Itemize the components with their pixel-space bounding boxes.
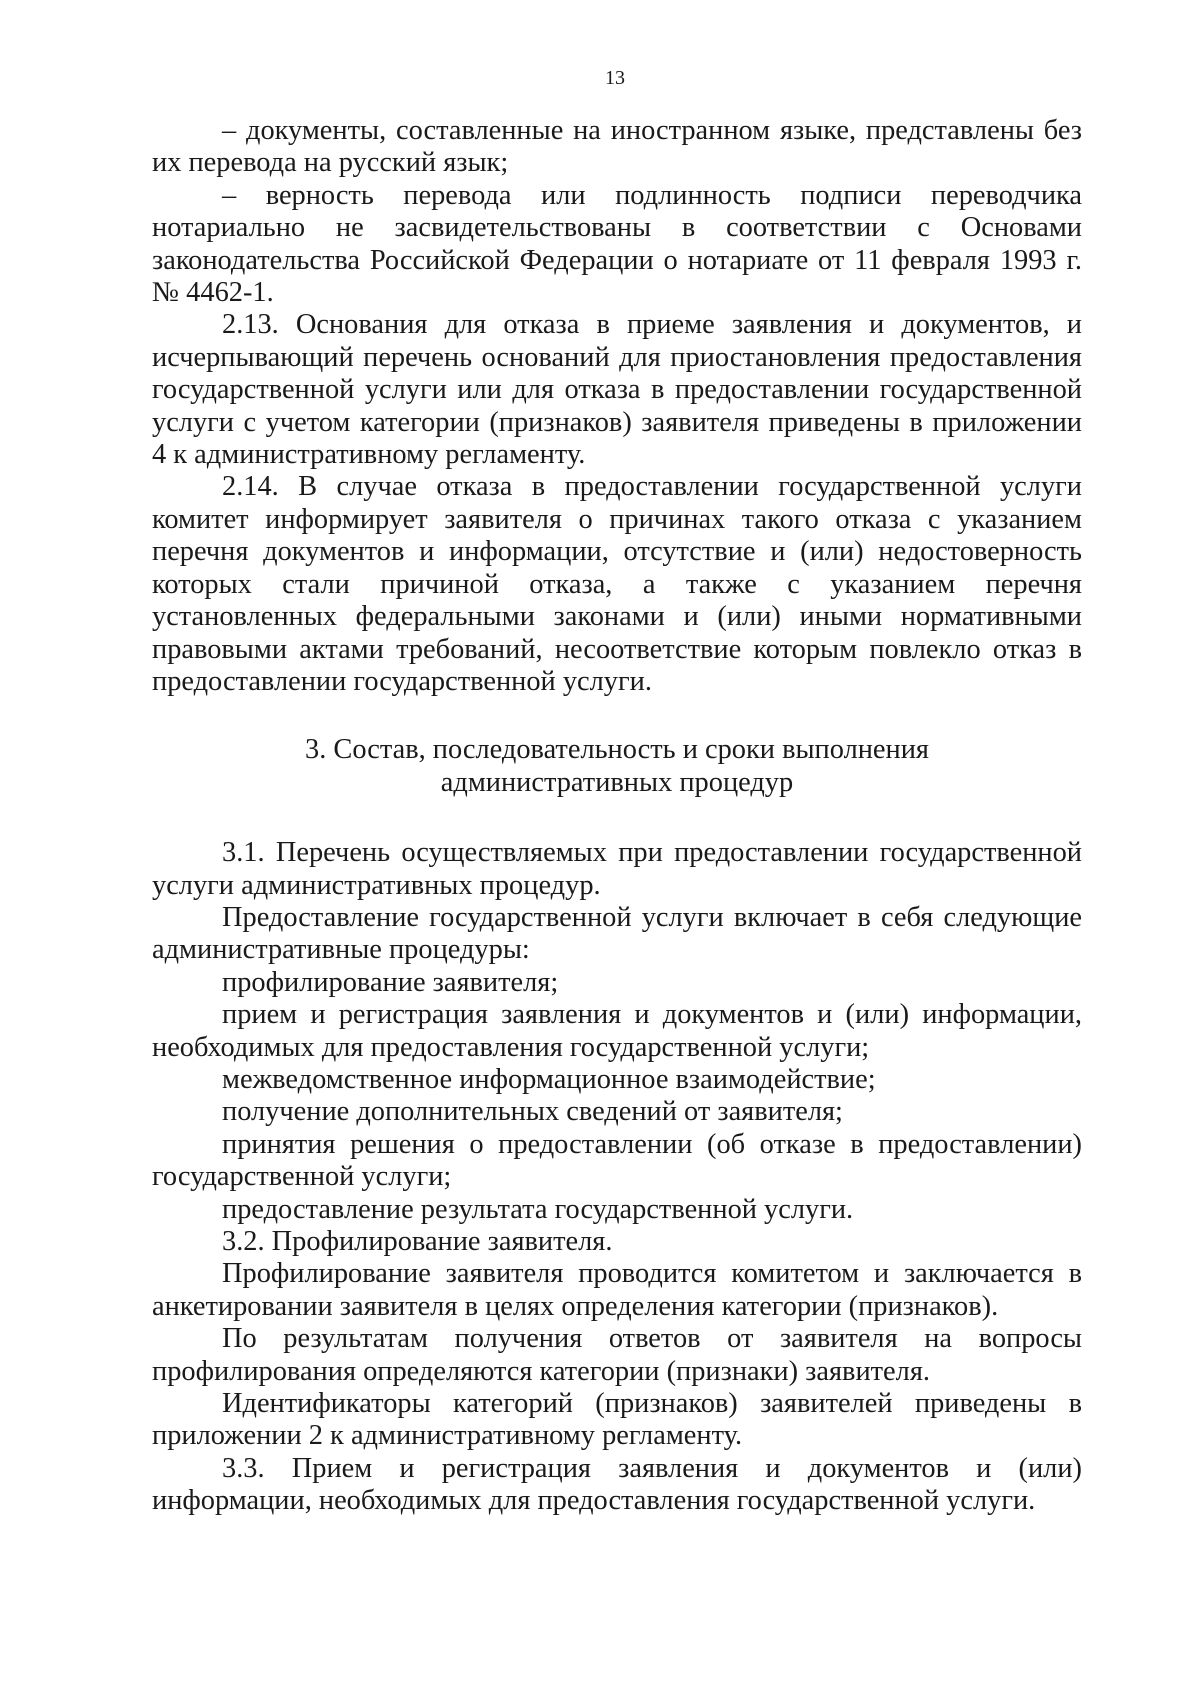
paragraph-3-1: 3.1. Перечень осуществляемых при предоставлении государственной услуги административных процедур. (152, 837, 1082, 901)
paragraph-profiling-description: Профилирование заявителя проводится комитетом и заключается в анкетировании заявителя в целях определения категории (признаков). (152, 1258, 1082, 1322)
paragraph-translation-certification: – верность перевода или подлинность подписи переводчика нотариально не засвидетельствованы в соответствии с Основами законодательства Российской Федерации о нотариате от 11 февраля 1993 г. № 4462-1. (152, 179, 1082, 309)
paragraph-2-13: 2.13. Основания для отказа в приеме заявления и документов, и исчерпывающий перечень оснований для приостановления предоставления государственной услуги или для отказа в предоставлении государственной услуги с учетом категории (признаков) заявителя приведены в приложении 4 к административному регламенту. (152, 309, 1082, 471)
section-heading-line-2: административных процедур (440, 766, 794, 798)
paragraph-identifiers: Идентификаторы категорий (признаков) заявителей приведены в приложении 2 к административному регламенту. (152, 1388, 1082, 1452)
paragraph-3-3: 3.3. Прием и регистрация заявления и документов и (или) информации, необходимых для предоставления государственной услуги. (152, 1452, 1082, 1517)
paragraph-2-14: 2.14. В случае отказа в предоставлении государственной услуги комитет информирует заявителя о причинах такого отказа с указанием перечня документов и информации, отсутствие и (или) недостоверность которых стали причиной отказа, а также с указанием перечня установленных федеральными законами и (или) иными нормативными правовыми актами требований, несоответствие которым повлекло отказ в предоставлении государственной услуги. (152, 471, 1082, 697)
paragraph-procedures-intro: Предоставление государственной услуги включает в себя следующие административные процедуры: (152, 901, 1082, 966)
procedure-item-result: предоставление результата государственной услуги. (222, 1193, 854, 1225)
procedure-item-additional-info: получение дополнительных сведений от заявителя; (222, 1096, 843, 1128)
procedure-item-decision: принятия решения о предоставлении (об отказе в предоставлении) государственной услуги; (152, 1128, 1082, 1193)
paragraph-profiling-results: По результатам получения ответов от заявителя на вопросы профилирования определяются категории (признаки) заявителя. (152, 1323, 1082, 1387)
paragraph-foreign-documents: – документы, составленные на иностранном языке, представлены без их перевода на русский язык; (152, 115, 1082, 179)
page-number: 13 (605, 67, 625, 89)
section-heading-line-1: 3. Состав, последовательность и сроки выполнения (305, 734, 929, 766)
procedure-item-interagency: межведомственное информационное взаимодействие; (222, 1063, 876, 1095)
document-body (152, 115, 1082, 1518)
procedure-item-profiling: профилирование заявителя; (222, 966, 559, 998)
procedure-item-reception: прием и регистрация заявления и документов и (или) информации, необходимых для предоставления государственной услуги; (152, 999, 1082, 1063)
spacer (152, 799, 1082, 837)
paragraph-3-2: 3.2. Профилирование заявителя. (222, 1226, 613, 1257)
spacer (152, 698, 1082, 734)
